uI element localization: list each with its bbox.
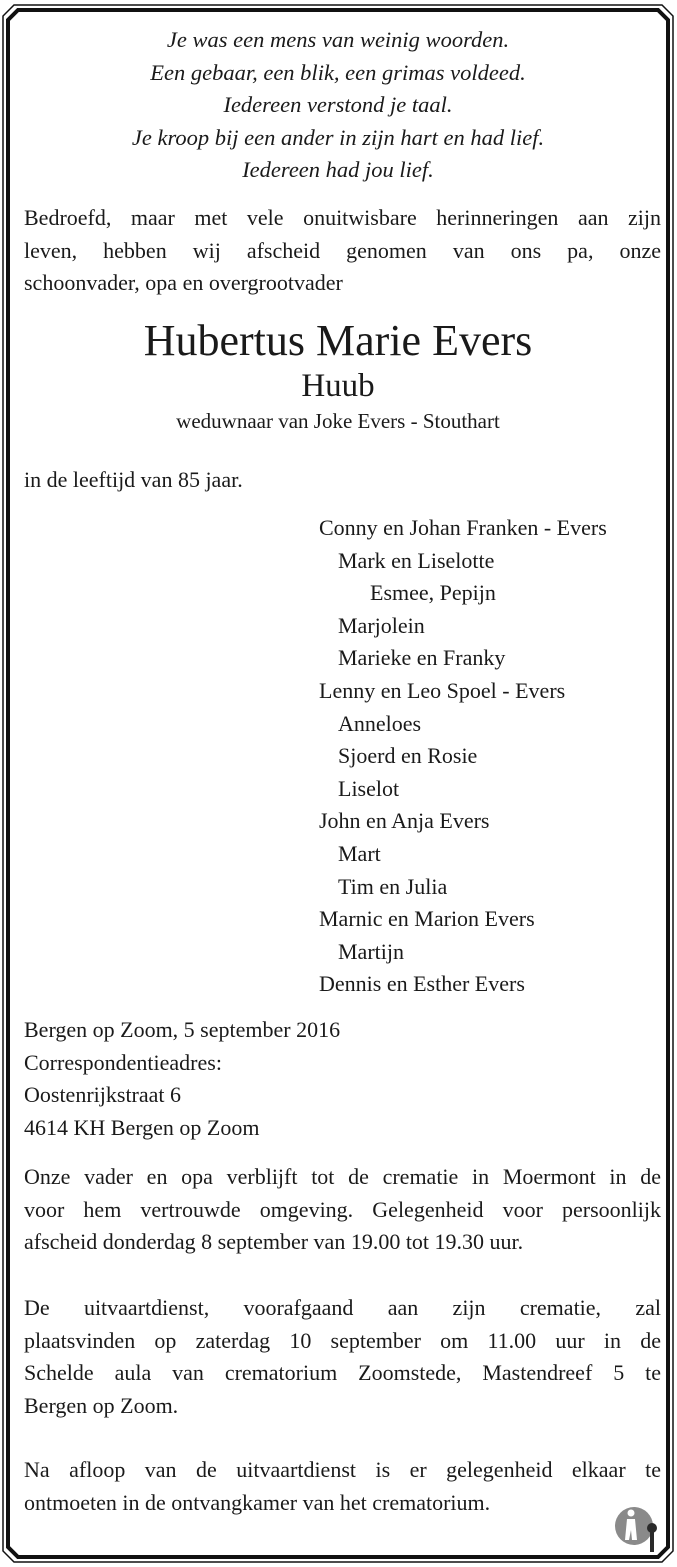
intro-line: schoonvader, opa en overgrootvader [24,270,343,295]
service-line: plaatsvinden op zaterdag 10 september om 11.00 uur in de [24,1327,661,1353]
family-member: Tim en Julia [338,873,448,899]
service-line: Schelde aula van crematorium Zoomstede, Mastendreef 5 te [24,1360,661,1385]
poem-line: Je was een mens van weinig woorden. [166,27,510,52]
family-member: Marjolein [338,612,425,638]
funeral-logo-icon [614,1502,664,1554]
deceased-nickname: Huub [301,368,375,404]
family-member: Lenny en Leo Spoel - Evers [319,677,566,703]
address-postal-city: 4614 KH Bergen op Zoom [24,1114,260,1140]
service-line: De uitvaartdienst, voorafgaand aan zijn crematie, zal [24,1295,661,1320]
poem-line: Je kroop bij een ander in zijn hart en had lief. [131,124,545,150]
family-member: John en Anja Evers [319,808,490,834]
family-list [319,512,607,1001]
family-member: Liselot [338,775,400,801]
viewing-line: voor hem vertrouwde omgeving. Gelegenheid voor persoonlijk [24,1196,661,1222]
intro-line: Bedroefd, maar met vele onuitwisbare herinneringen aan zijn [24,205,661,230]
family-member: Esmee, Pepijn [370,580,496,606]
family-member: Anneloes [338,710,422,736]
age-line [24,464,243,497]
family-member: Mart [338,840,381,866]
age-text: in de leeftijd van 85 jaar. [24,467,243,492]
gathering-paragraph [24,1454,661,1519]
family-member: Mark en Liselotte [338,547,495,573]
address-street: Oostenrijkstraat 6 [24,1082,182,1108]
family-member: Marieke en Franky [338,645,506,671]
widower-line: weduwnaar van Joke Evers - Stouthart [176,409,500,433]
gathering-line: Na afloop van de uitvaartdienst is er gelegenheid elkaar te [24,1457,661,1482]
poem-line: Iedereen had jou lief. [242,157,434,182]
address-block [24,1014,340,1144]
intro-line: leven, hebben wij afscheid genomen van ons pa, onze [24,237,661,263]
family-member: Dennis en Esther Evers [319,971,525,997]
deceased-block [24,316,652,436]
service-paragraph [24,1292,661,1422]
address-label: Correspondentieadres: [24,1049,222,1075]
poem-line: Iedereen verstond je taal. [223,92,453,117]
family-member: Sjoerd en Rosie [338,743,478,769]
deceased-name: Hubertus Marie Evers [143,316,533,365]
gathering-line: ontmoeten in de ontvangkamer van het crematorium. [24,1489,491,1515]
viewing-line: afscheid donderdag 8 september van 19.00 tot 19.30 uur. [24,1229,524,1254]
family-member: Marnic en Marion Evers [319,906,535,932]
viewing-paragraph [24,1161,661,1259]
family-member: Martijn [338,938,404,964]
place-date: Bergen op Zoom, 5 september 2016 [24,1017,341,1042]
service-line: Bergen op Zoom. [24,1392,179,1418]
poem-block [24,24,652,187]
family-member: Conny en Johan Franken - Evers [319,515,607,540]
viewing-line: Onze vader en opa verblijft tot de crematie in Moermont in de [24,1164,661,1189]
poem-line: Een gebaar, een blik, een grimas voldeed. [150,59,526,85]
intro-paragraph [24,202,661,300]
